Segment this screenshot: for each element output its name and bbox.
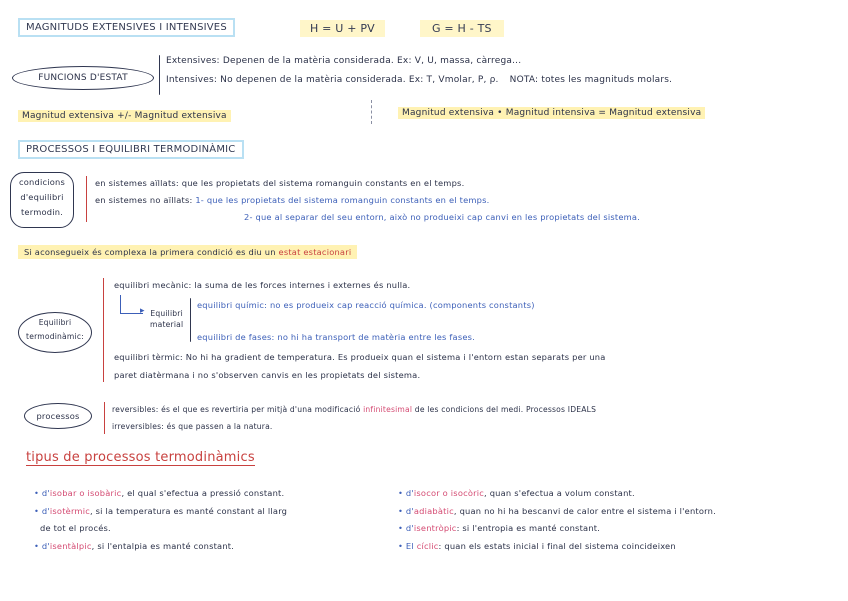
tipus-left-2b — [40, 523, 111, 533]
section-title-magnituds — [18, 18, 235, 37]
equilibri-quimic-text: equilibri químic: no es produeix cap reacció química. (components constants) — [197, 300, 535, 310]
equilibri-mecanic — [114, 280, 410, 290]
equilibri-quimic — [197, 300, 535, 310]
intensives-note: NOTA: totes les magnituds molars. — [509, 75, 673, 85]
rule-left-text: Magnitud extensiva +/- Magnitud extensiva — [22, 111, 227, 121]
processos-oval — [24, 403, 92, 429]
tipus-right-4-text: : quan els estats inicial i final del sistema coincideixen — [438, 541, 676, 551]
note-text: Si aconsegueix és complexa la primera condició es diu un — [24, 247, 276, 257]
extensives-text: Depenen de la matèria considerada. Ex: V, U, massa, càrrega... — [222, 56, 522, 66]
condicions-label-2: d'equilibri — [20, 192, 64, 202]
bullet-icon: • d' — [34, 541, 50, 551]
tipus-right-2-text: , quan no hi ha bescanvi de calor entre el sistema i l'entorn. — [453, 506, 716, 516]
material-brace — [190, 298, 191, 342]
equilibri-oval — [18, 312, 92, 353]
title-text: MAGNITUDS EXTENSIVES I INTENSIVES — [26, 22, 227, 33]
material-label — [150, 308, 183, 330]
rule-divider — [371, 100, 372, 124]
section-title-processos — [18, 140, 244, 159]
condicions-label-3: termodin. — [20, 207, 64, 217]
tipus-right-2 — [398, 506, 716, 516]
rule-right-text: Magnitud extensiva • Magnitud intensiva = Magnitud extensiva — [402, 108, 702, 118]
equilibri-brace — [103, 278, 104, 382]
processos-reversibles-text: és el que es revertiria per mitjà d'una modificació — [161, 405, 361, 414]
tipus-left-2-text: , si la temperatura es manté constant al llarg — [89, 506, 288, 516]
bullet-icon: • d' — [34, 488, 50, 498]
processos-reversibles-key: reversibles: — [112, 405, 159, 414]
arrow-head-icon: ▸ — [140, 306, 145, 316]
processos-title-text: PROCESSOS I EQUILIBRI TERMODINÀMIC — [26, 144, 236, 155]
condicions-line3-text: 2- que al separar del seu entorn, això no produeixi cap canvi en les propietats del sistema. — [244, 212, 641, 222]
condicions-label-1: condicions — [19, 177, 65, 187]
gibbs-text: G = H - TS — [432, 22, 492, 35]
tipus-left-3-text: , si l'entalpia es manté constant. — [91, 541, 235, 551]
material-label-2: material — [150, 320, 184, 329]
extensives-line — [166, 56, 521, 66]
equilibri-fases — [197, 332, 475, 342]
tipus-right-1-pink: isocor o isocòric — [413, 488, 485, 498]
tipus-right-4 — [398, 541, 676, 551]
tipus-right-3-text: : si l'entropia es manté constant. — [456, 523, 601, 533]
processos-line2 — [112, 422, 273, 431]
bullet-icon: • d' — [398, 523, 414, 533]
bullet-icon: • d' — [398, 506, 414, 516]
enthalpy-text: H = U + PV — [310, 22, 375, 35]
equilibri-label-1: Equilibri — [38, 318, 72, 327]
intensives-text: No depenen de la matèria considerada. Ex: T, Vmolar, P, ρ. — [220, 75, 499, 85]
tipus-right-3 — [398, 523, 600, 533]
intensives-line — [166, 75, 672, 85]
tipus-right-2-pink: adiabàtic — [413, 506, 454, 516]
condicions-line2-key: en sistemes no aïllats: — [95, 195, 193, 205]
tipus-left-1-text: , el qual s'efectua a pressió constant. — [121, 488, 285, 498]
equilibri-label-2: termodinàmic: — [26, 332, 84, 341]
condicions-brace — [86, 176, 87, 222]
equilibri-termic-2 — [114, 370, 420, 380]
gibbs-equation — [420, 20, 504, 37]
intensives-key: Intensives: — [166, 75, 218, 85]
condicions-line2-text: 1- que les propietats del sistema romanguin constants en el temps. — [195, 195, 490, 205]
funcions-label: FUNCIONS D'ESTAT — [38, 73, 128, 83]
processos-label: processos — [36, 411, 80, 421]
rule-left — [18, 110, 231, 122]
tipus-left-2 — [34, 506, 287, 516]
condicions-oval — [10, 172, 74, 228]
funcions-brace — [159, 55, 160, 95]
funcions-estat-oval — [12, 66, 154, 90]
condicions-line3 — [244, 212, 640, 222]
processos-brace — [104, 402, 105, 434]
equilibri-fases-text: equilibri de fases: no hi ha transport de matèria entre les fases. — [197, 332, 476, 342]
tipus-left-3-pink: isentàlpic — [49, 541, 92, 551]
tipus-left-2-pink: isotèrmic — [49, 506, 90, 516]
material-label-1: Equilibri — [150, 309, 183, 318]
tipus-left-1-pink: isobar o isobàric — [49, 488, 122, 498]
tipus-left-2b-text: de tot el procés. — [40, 523, 111, 533]
tipus-left-1 — [34, 488, 284, 498]
condicions-line2 — [95, 195, 490, 205]
tipus-left-3 — [34, 541, 234, 551]
enthalpy-equation — [300, 20, 385, 37]
bullet-icon: • El — [398, 541, 417, 551]
condicions-line1-text: en sistemes aïllats: que les propietats del sistema romanguin constants en el temps. — [95, 178, 465, 188]
rule-right — [398, 107, 705, 119]
bullet-icon: • d' — [398, 488, 414, 498]
processos-line1 — [112, 405, 596, 414]
tipus-right-1-text: , quan s'efectua a volum constant. — [484, 488, 635, 498]
estat-estacionari-note — [18, 245, 357, 259]
equilibri-termic-text-1: equilibri tèrmic: No hi ha gradient de temperatura. Es produeix quan el sistema i l'entorn estan separats per una — [114, 352, 606, 362]
equilibri-termic-text-2: paret diatèrmana i no s'observen canvis en les propietats del sistema. — [114, 370, 421, 380]
tipus-right-1 — [398, 488, 635, 498]
tipus-title-text: tipus de processos termodinàmics — [26, 450, 255, 465]
processos-infinitesimal: infinitesimal — [363, 405, 413, 414]
note-highlight: estat estacionari — [278, 247, 352, 257]
equilibri-termic-1 — [114, 352, 606, 362]
bullet-icon: • d' — [34, 506, 50, 516]
tipus-right-4-pink: cíclic — [416, 541, 439, 551]
equilibri-mecanic-text: equilibri mecànic: la suma de les forces internes i externes és nulla. — [114, 280, 411, 290]
extensives-key: Extensives: — [166, 56, 220, 66]
tipus-right-3-pink: isentròpic — [413, 523, 457, 533]
condicions-line1 — [95, 178, 464, 188]
tipus-title — [26, 450, 255, 465]
processos-reversibles-end: de les condicions del medi. Processos IDEALS — [414, 405, 597, 414]
processos-irreversibles-text: irreversibles: és que passen a la natura. — [112, 422, 273, 431]
